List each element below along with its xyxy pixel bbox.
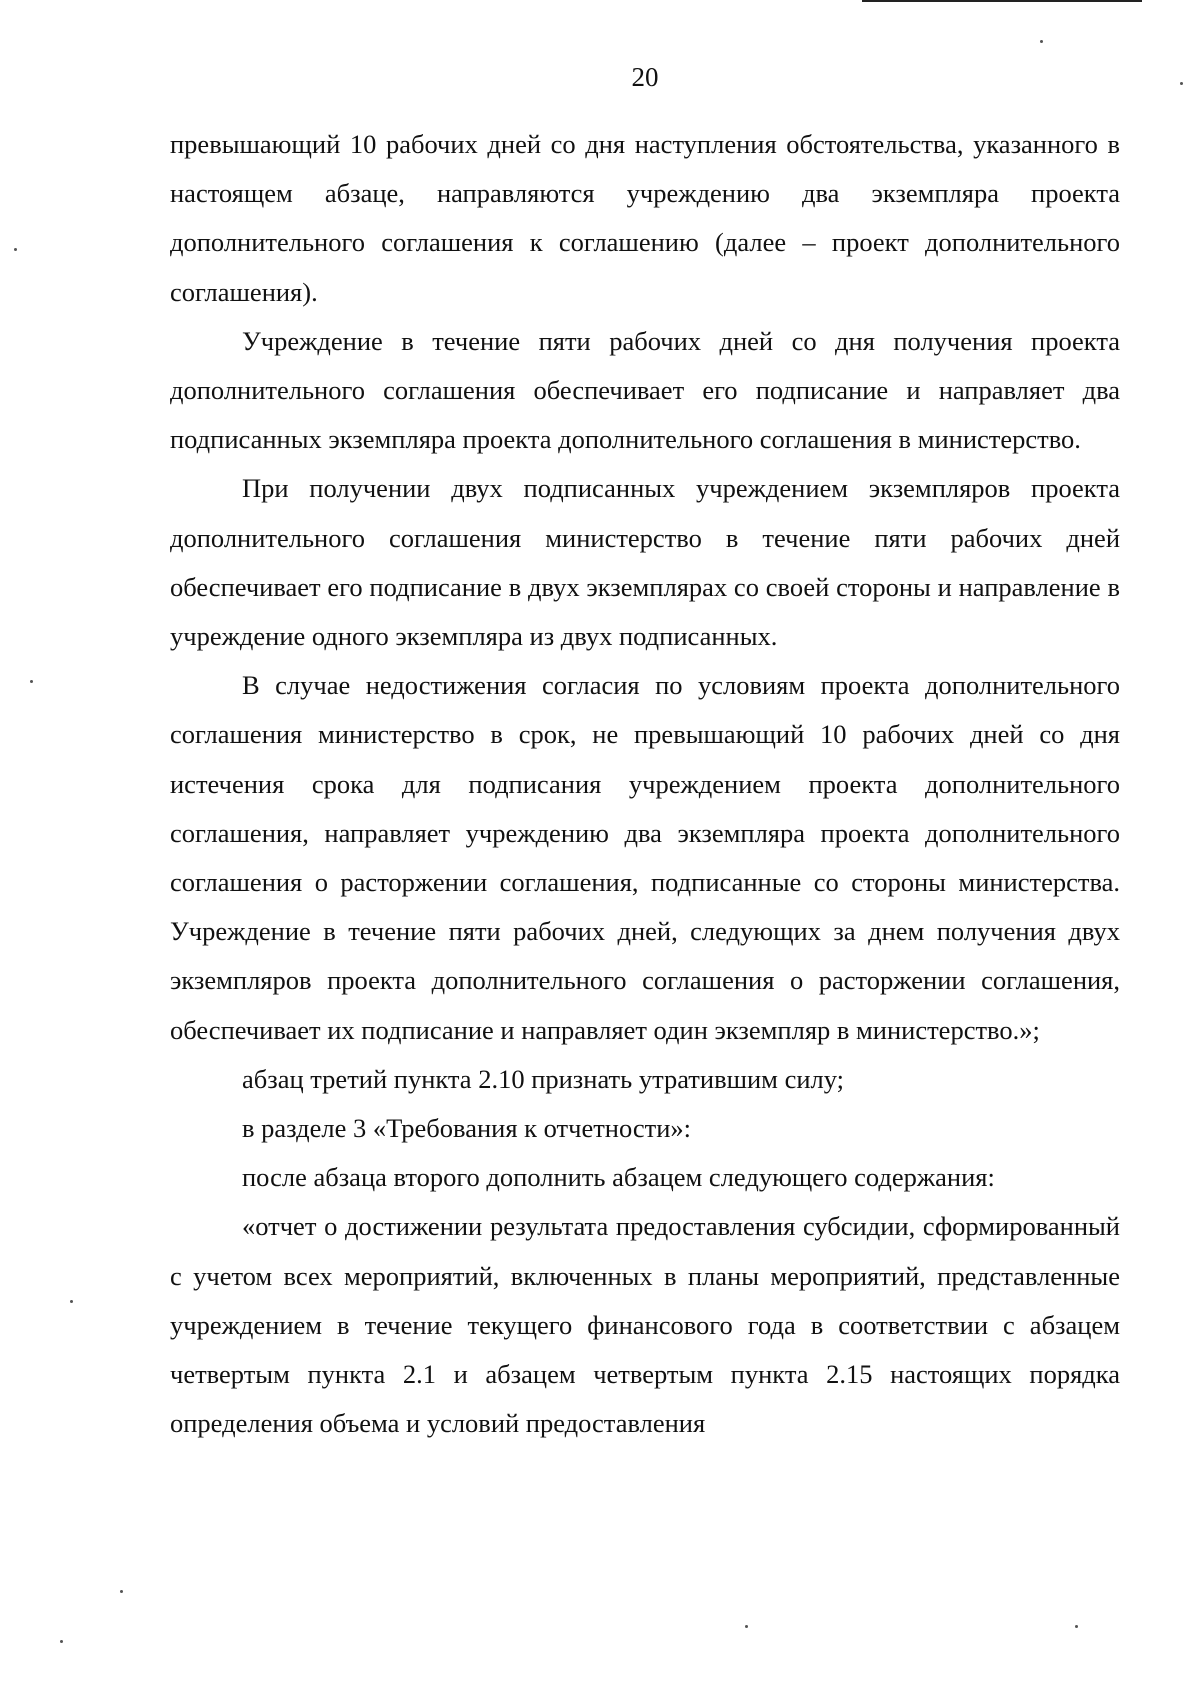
- paragraph-continuation: превышающий 10 рабочих дней со дня наступления обстоятельства, указанного в настоящем абзаце, направляются учреждению два экземпляра проекта дополнительного соглашения к соглашению (далее – проект дополнительного соглашения).: [170, 129, 1120, 307]
- paragraph-ministry-signing: При получении двух подписанных учреждением экземпляров проекта дополнительного соглашения министерство в течение пяти рабочих дней обеспечивает его подписание в двух экземплярах со своей стороны и направление в учреждение одного экземпляра из двух подписанных.: [170, 473, 1120, 652]
- paragraph-termination: В случае недостижения согласия по условиям проекта дополнительного соглашения министерство в срок, не превышающий 10 рабочих дней со дня истечения срока для подписания учреждением проекта дополнительного соглашения, направляет учреждению два экземпляра проекта дополнительного соглашения о расторжении соглашения, подписанные со стороны министерства. Учреждение в течение пяти рабочих дней, следующих за днем получения двух экземпляров проекта дополнительного соглашения о расторжении соглашения, обеспечивает их подписание и направляет один экземпляр в министерство.»;: [170, 670, 1120, 1045]
- paragraph-report-text: «отчет о достижении результата предоставления субсидии, сформированный с учетом всех мероприятий, включенных в планы мероприятий, представленные учреждением в течение текущего финансового года в соответствии с абзацем четвертым пункта 2.1 и абзацем четвертым пункта 2.15 настоящих порядка определения объема и условий предоставления: [170, 1211, 1120, 1439]
- paragraph-institution-signing: Учреждение в течение пяти рабочих дней со дня получения проекта дополнительного соглашения обеспечивает его подписание и направляет два подписанных экземпляра проекта дополнительного соглашения в министерство.: [170, 325, 1120, 455]
- scan-speck: [1040, 40, 1043, 43]
- scan-speck: [1180, 82, 1183, 85]
- paragraph-section-3: в разделе 3 «Требования к отчетности»:: [242, 1113, 692, 1144]
- scan-speck: [745, 1625, 748, 1628]
- paragraph-add-after-second: после абзаца второго дополнить абзацем следующего содержания:: [242, 1162, 995, 1193]
- scan-speck: [30, 680, 33, 683]
- top-rule: [862, 0, 1142, 2]
- scan-speck: [120, 1590, 123, 1593]
- page-number: 20: [631, 62, 659, 92]
- scan-speck: [60, 1640, 63, 1643]
- scan-speck: [70, 1300, 73, 1303]
- document-body: [170, 120, 1120, 1448]
- paragraph-amendment-2-10: абзац третий пункта 2.10 признать утратившим силу;: [242, 1063, 844, 1094]
- scan-speck: [14, 248, 17, 251]
- scan-speck: [1075, 1625, 1078, 1628]
